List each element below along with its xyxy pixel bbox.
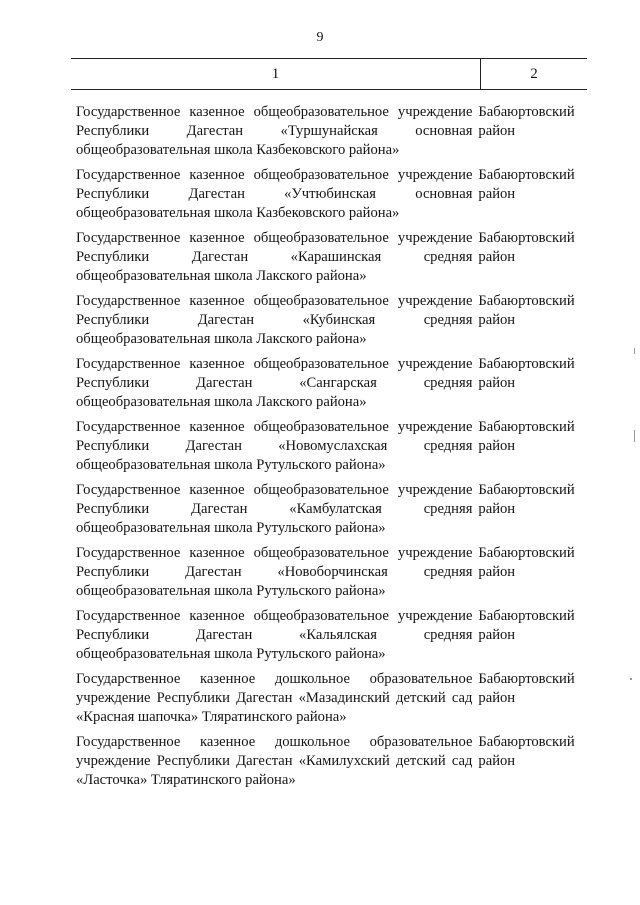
organization-cell: Государственное казенное общеобразовательное учреждение Республики Дагестан «Учтюбинская основная общеобразовательная школа Казбековского района» bbox=[76, 167, 473, 221]
page-number: 9 bbox=[316, 30, 324, 45]
scan-artifact bbox=[634, 430, 635, 442]
table-header bbox=[71, 58, 587, 90]
organization-cell: Государственное казенное общеобразовательное учреждение Республики Дагестан «Карашинская средняя общеобразовательная школа Лакского района» bbox=[76, 230, 473, 284]
district-cell: Бабаюртовский район bbox=[478, 545, 575, 580]
scan-artifact bbox=[630, 678, 632, 680]
organization-cell: Государственное казенное общеобразовательное учреждение Республики Дагестан «Сангарская средняя общеобразовательная школа Лакского района» bbox=[76, 356, 473, 410]
district-cell: Бабаюртовский район bbox=[478, 230, 575, 265]
district-cell: Бабаюртовский район bbox=[478, 104, 575, 139]
organization-cell: Государственное казенное общеобразовательное учреждение Республики Дагестан «Кубинская средняя общеобразовательная школа Лакского района» bbox=[76, 293, 473, 347]
organization-cell: Государственное казенное дошкольное образовательное учреждение Республики Дагестан «Мазадинский детский сад «Красная шапочка» Тляратинского района» bbox=[76, 671, 473, 725]
district-cell: Бабаюртовский район bbox=[478, 608, 575, 643]
table-row bbox=[76, 103, 586, 166]
table-header-col1: 1 bbox=[71, 59, 481, 89]
district-cell: Бабаюртовский район bbox=[478, 671, 575, 706]
district-cell: Бабаюртовский район bbox=[478, 482, 575, 517]
table-row bbox=[76, 481, 586, 544]
table-row bbox=[76, 229, 586, 292]
table-body bbox=[76, 103, 586, 796]
table-row bbox=[76, 607, 586, 670]
scan-artifact bbox=[634, 348, 635, 354]
district-cell: Бабаюртовский район bbox=[478, 356, 575, 391]
organization-cell: Государственное казенное дошкольное образовательное учреждение Республики Дагестан «Камилухский детский сад «Ласточка» Тляратинского района» bbox=[76, 734, 473, 788]
table-row bbox=[76, 418, 586, 481]
table-row bbox=[76, 355, 586, 418]
table-row bbox=[76, 292, 586, 355]
district-cell: Бабаюртовский район bbox=[478, 167, 575, 202]
organization-cell: Государственное казенное общеобразовательное учреждение Республики Дагестан «Кальялская средняя общеобразовательная школа Рутульского района» bbox=[76, 608, 473, 662]
table-row bbox=[76, 733, 586, 796]
organization-cell: Государственное казенное общеобразовательное учреждение Республики Дагестан «Новоборчинская средняя общеобразовательная школа Рутульского района» bbox=[76, 545, 473, 599]
district-cell: Бабаюртовский район bbox=[478, 293, 575, 328]
organization-cell: Государственное казенное общеобразовательное учреждение Республики Дагестан «Камбулатская средняя общеобразовательная школа Рутульского района» bbox=[76, 482, 473, 536]
table-header-col2: 2 bbox=[530, 65, 538, 82]
table-row bbox=[76, 166, 586, 229]
organization-cell: Государственное казенное общеобразовательное учреждение Республики Дагестан «Туршунайская основная общеобразовательная школа Казбековского района» bbox=[76, 104, 473, 158]
table-row bbox=[76, 544, 586, 607]
district-cell: Бабаюртовский район bbox=[478, 419, 575, 454]
district-cell: Бабаюртовский район bbox=[478, 734, 575, 769]
table-row bbox=[76, 670, 586, 733]
organization-cell: Государственное казенное общеобразовательное учреждение Республики Дагестан «Новомуслахская средняя общеобразовательная школа Рутульского района» bbox=[76, 419, 473, 473]
